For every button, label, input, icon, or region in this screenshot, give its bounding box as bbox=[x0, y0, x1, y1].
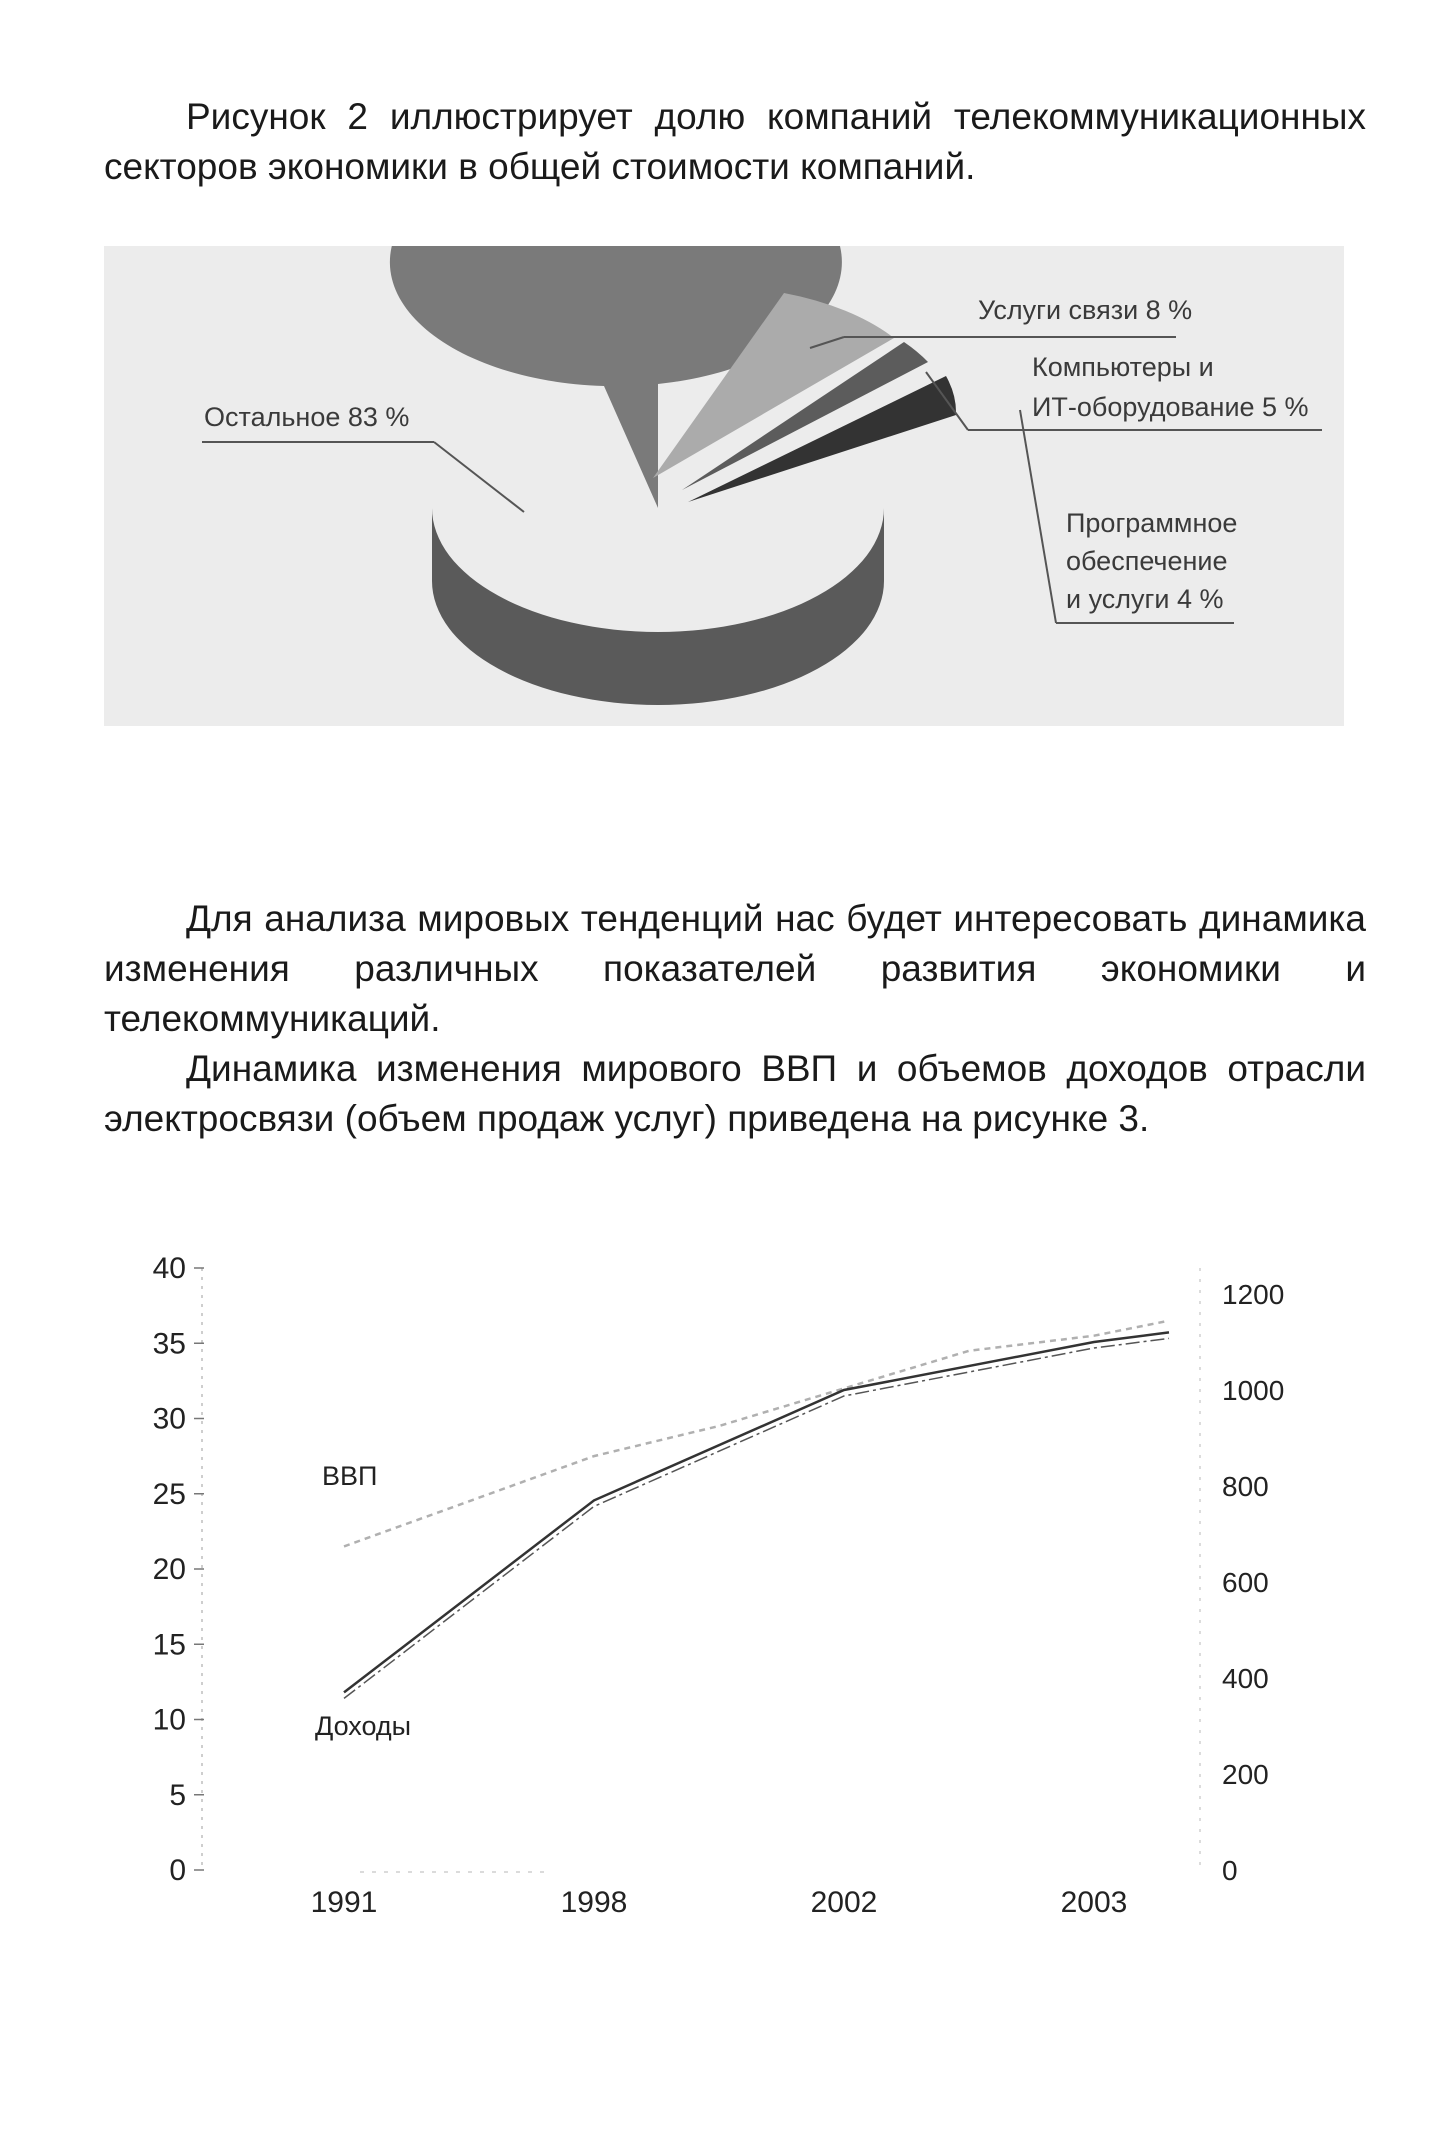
series-line-gdp bbox=[344, 1321, 1169, 1547]
label-software-line3: и услуги 4 % bbox=[1066, 584, 1224, 614]
paragraph-text: Динамика изменения мирового ВВП и объемов доходов отрасли электросвязи (объем продаж услуг) приведена на рисунке 3. bbox=[104, 1048, 1366, 1139]
label-software-line2: обеспечение bbox=[1066, 546, 1228, 576]
label-computers-it-line2: ИТ-оборудование 5 % bbox=[1032, 392, 1309, 422]
left-axis-tick-label: 25 bbox=[152, 1477, 186, 1511]
right-axis-tick-label: 600 bbox=[1222, 1567, 1269, 1598]
paragraph-intro-figure-2 bbox=[104, 92, 1366, 192]
left-axis-tick-label: 20 bbox=[152, 1553, 186, 1586]
right-axis-tick-label: 1200 bbox=[1222, 1279, 1285, 1310]
paragraph-text: Рисунок 2 иллюстрирует долю компаний телекоммуникационных секторов экономики в общей стоимости компаний. bbox=[104, 96, 1366, 187]
label-communication-services: Услуги связи 8 % bbox=[978, 295, 1193, 325]
label-computers-it-line1: Компьютеры и bbox=[1032, 352, 1214, 382]
figure-2-pie-chart bbox=[104, 246, 1344, 726]
series-line-revenue bbox=[344, 1332, 1169, 1692]
series-label-revenue: Доходы bbox=[315, 1711, 412, 1741]
paragraph-intro-figure-3 bbox=[104, 1044, 1366, 1144]
series-line-revenue-shadow bbox=[344, 1338, 1169, 1698]
label-other: Остальное 83 % bbox=[204, 402, 410, 432]
left-axis-tick-label: 0 bbox=[169, 1854, 186, 1887]
x-axis-tick-label: 1991 bbox=[310, 1886, 378, 1919]
label-software-line1: Программное bbox=[1066, 508, 1238, 538]
right-axis-tick-label: 0 bbox=[1222, 1855, 1238, 1886]
right-axis-tick-label: 400 bbox=[1222, 1663, 1269, 1694]
right-axis-tick-label: 800 bbox=[1222, 1471, 1269, 1502]
x-axis-tick-label: 2002 bbox=[810, 1886, 878, 1919]
right-axis-tick-label: 200 bbox=[1222, 1759, 1269, 1790]
left-axis-tick-label: 40 bbox=[152, 1252, 186, 1285]
left-axis-tick-label: 10 bbox=[152, 1703, 186, 1737]
paragraph-trends bbox=[104, 894, 1366, 1044]
paragraph-text: Для анализа мировых тенденций нас будет интересовать динамика изменения различных показателей развития экономики и телекоммуникаций. bbox=[104, 898, 1366, 1039]
left-axis-tick-label: 30 bbox=[152, 1402, 186, 1436]
series-label-gdp: ВВП bbox=[322, 1461, 378, 1491]
right-axis-tick-label: 1000 bbox=[1222, 1375, 1285, 1406]
left-axis-tick-label: 35 bbox=[152, 1327, 186, 1361]
x-axis-tick-label: 1998 bbox=[560, 1886, 628, 1919]
figure-3-line-chart bbox=[110, 1240, 1310, 1920]
left-axis-tick-label: 15 bbox=[152, 1628, 186, 1662]
x-axis-tick-label: 2003 bbox=[1060, 1886, 1128, 1919]
left-axis-tick-label: 5 bbox=[169, 1778, 186, 1812]
